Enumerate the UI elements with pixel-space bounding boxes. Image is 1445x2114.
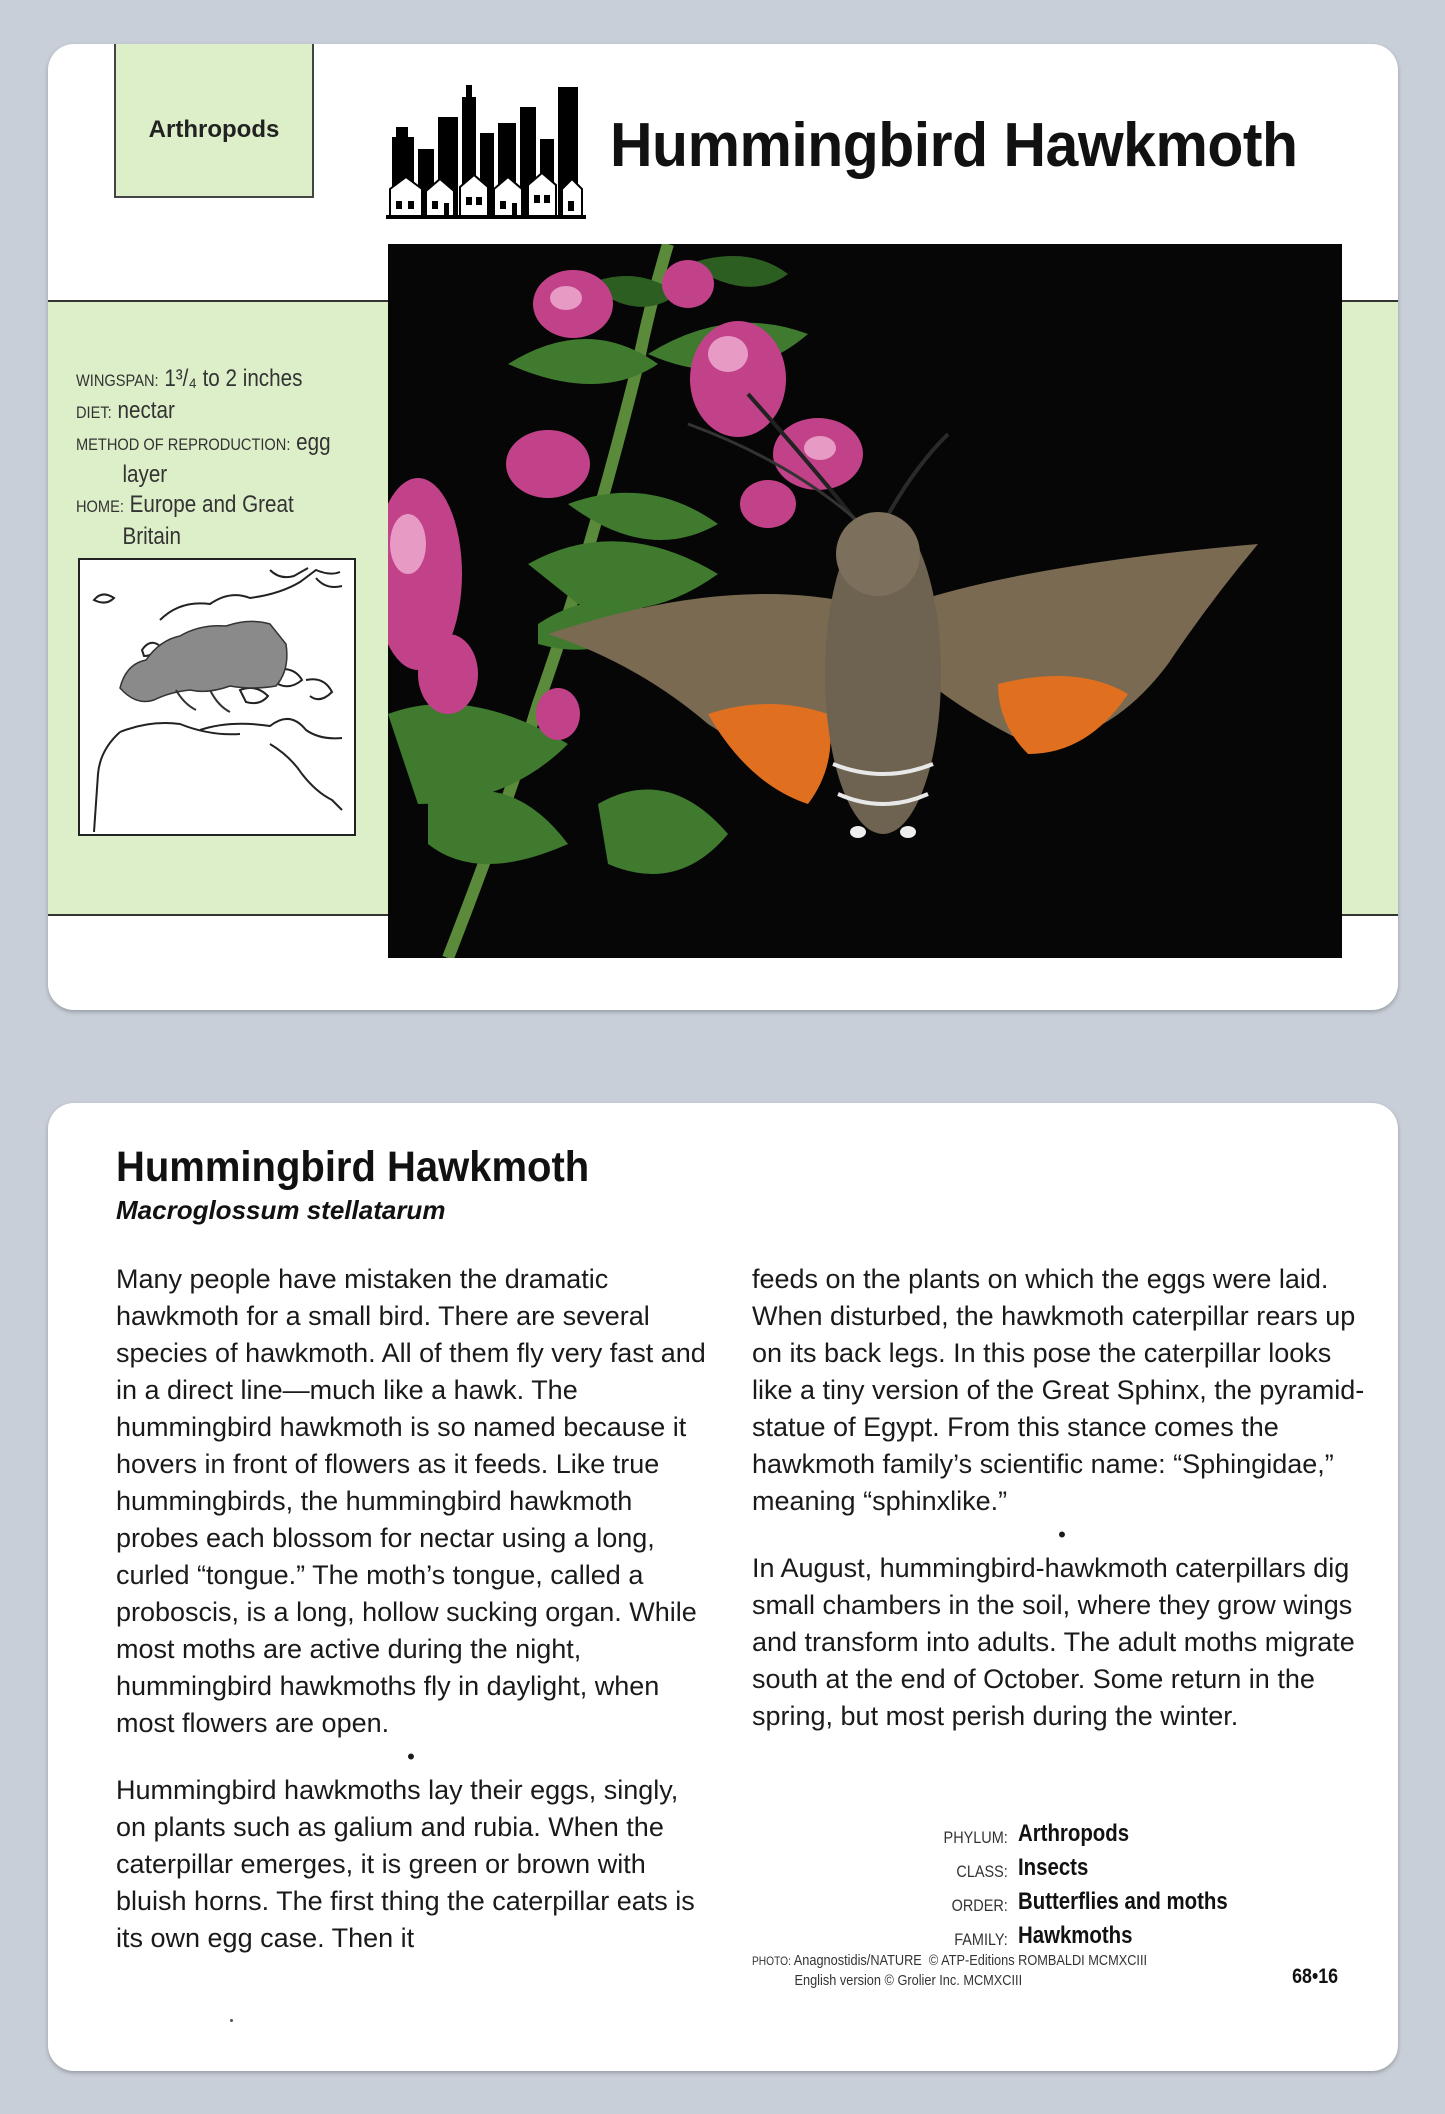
separator-dot: • xyxy=(407,1744,415,1769)
home-row xyxy=(76,490,334,522)
taxonomy-value: Hawkmoths xyxy=(1018,1922,1133,1949)
range-map-icon xyxy=(78,558,356,836)
taxonomy-value: Insects xyxy=(1018,1854,1089,1881)
photo-credit: Anagnostidis/NATURE xyxy=(793,1952,922,1969)
diet-row xyxy=(76,396,334,428)
reproduction-row xyxy=(76,428,334,460)
text-column-left xyxy=(116,1261,706,1957)
taxonomy-row-order xyxy=(928,1887,1265,1921)
category-label: Arthropods xyxy=(148,116,280,143)
paragraph: In August, hummingbird-hawkmoth caterpillars dig small chambers in the soil, where they grow wings and transform into adults. The adult moths migrate south at the end of October. Some return in the spring, but most perish during the winter. xyxy=(752,1553,1355,1731)
wingspan-value: 1³/₄ to 2 inches xyxy=(164,365,303,392)
diet-label: DIET: xyxy=(76,403,112,422)
taxonomy-row-phylum xyxy=(928,1819,1265,1853)
paragraph: Many people have mistaken the dramatic hawkmoth for a small bird. There are several species of hawkmoth. All of them fly very fast and in a direct line—much like a hawk. The hummingbird hawkmoth is so named because it hovers in front of flowers as it feeds. Like true hummingbirds, the hummingbird hawkmoth probes each blossom for nectar using a long, curled “tongue.” The moth’s tongue, called a proboscis, is a long, hollow sucking organ. While most moths are active during the night, hummingbird hawkmoths fly in daylight, when most flowers are open. xyxy=(116,1264,706,1738)
card-number: 68•16 xyxy=(1292,1965,1338,1988)
taxonomy-label: CLASS: xyxy=(956,1862,1008,1881)
reproduction-value: egg xyxy=(296,429,331,456)
text-column-right xyxy=(752,1261,1372,1735)
taxonomy-value: Arthropods xyxy=(1018,1820,1130,1847)
print-speck xyxy=(230,2019,233,2022)
front-title: Hummingbird Hawkmoth xyxy=(610,111,1298,180)
back-title: Hummingbird Hawkmoth xyxy=(116,1143,590,1191)
wingspan-label: WINGSPAN: xyxy=(76,371,159,390)
wingspan-row xyxy=(76,364,334,396)
home-label: HOME: xyxy=(76,497,124,516)
card-back xyxy=(48,1103,1398,2071)
card-front xyxy=(48,44,1398,1010)
taxonomy-label: FAMILY: xyxy=(954,1930,1008,1949)
taxonomy-value: Butterflies and moths xyxy=(1018,1888,1228,1915)
reproduction-value-cont: layer xyxy=(122,461,168,488)
paragraph: Hummingbird hawkmoths lay their eggs, singly, on plants such as galium and rubia. When the caterpillar emerges, it is green or brown with bluish horns. The first thing the caterpillar eats is its own egg case. Then it xyxy=(116,1775,695,1953)
city-skyline-icon xyxy=(386,77,586,221)
reproduction-label: METHOD OF REPRODUCTION: xyxy=(76,435,291,454)
copyright-line-1: © ATP-Editions ROMBALDI MCMXCIII xyxy=(928,1952,1148,1969)
paragraph: feeds on the plants on which the eggs were laid. When disturbed, the hawkmoth caterpillar rears up on its back legs. In this pose the caterpillar looks like a tiny version of the Great Sphinx, the pyramid-statue of Egypt. From this stance comes the hawkmoth family’s scientific name: “Sphingidae,” meaning “sphinxlike.” xyxy=(752,1264,1365,1516)
taxonomy-block xyxy=(928,1819,1265,1955)
stats-block xyxy=(76,364,334,552)
category-box xyxy=(114,44,314,198)
home-value-cont: Britain xyxy=(122,523,181,550)
separator-dot: • xyxy=(1058,1522,1066,1547)
hawkmoth-photo xyxy=(388,244,1342,958)
taxonomy-label: ORDER: xyxy=(951,1896,1008,1915)
taxonomy-label: PHYLUM: xyxy=(943,1828,1008,1847)
taxonomy-row-class xyxy=(928,1853,1265,1887)
photo-credits xyxy=(752,1951,1147,1990)
copyright-line-2: English version © Grolier Inc. MCMXCIII xyxy=(794,1972,1023,1989)
scientific-name: Macroglossum stellatarum xyxy=(116,1195,446,1225)
diet-value: nectar xyxy=(117,397,175,424)
home-value: Europe and Great xyxy=(129,491,294,518)
taxonomy-row-family xyxy=(928,1921,1265,1955)
photo-label: PHOTO: xyxy=(752,1954,791,1968)
